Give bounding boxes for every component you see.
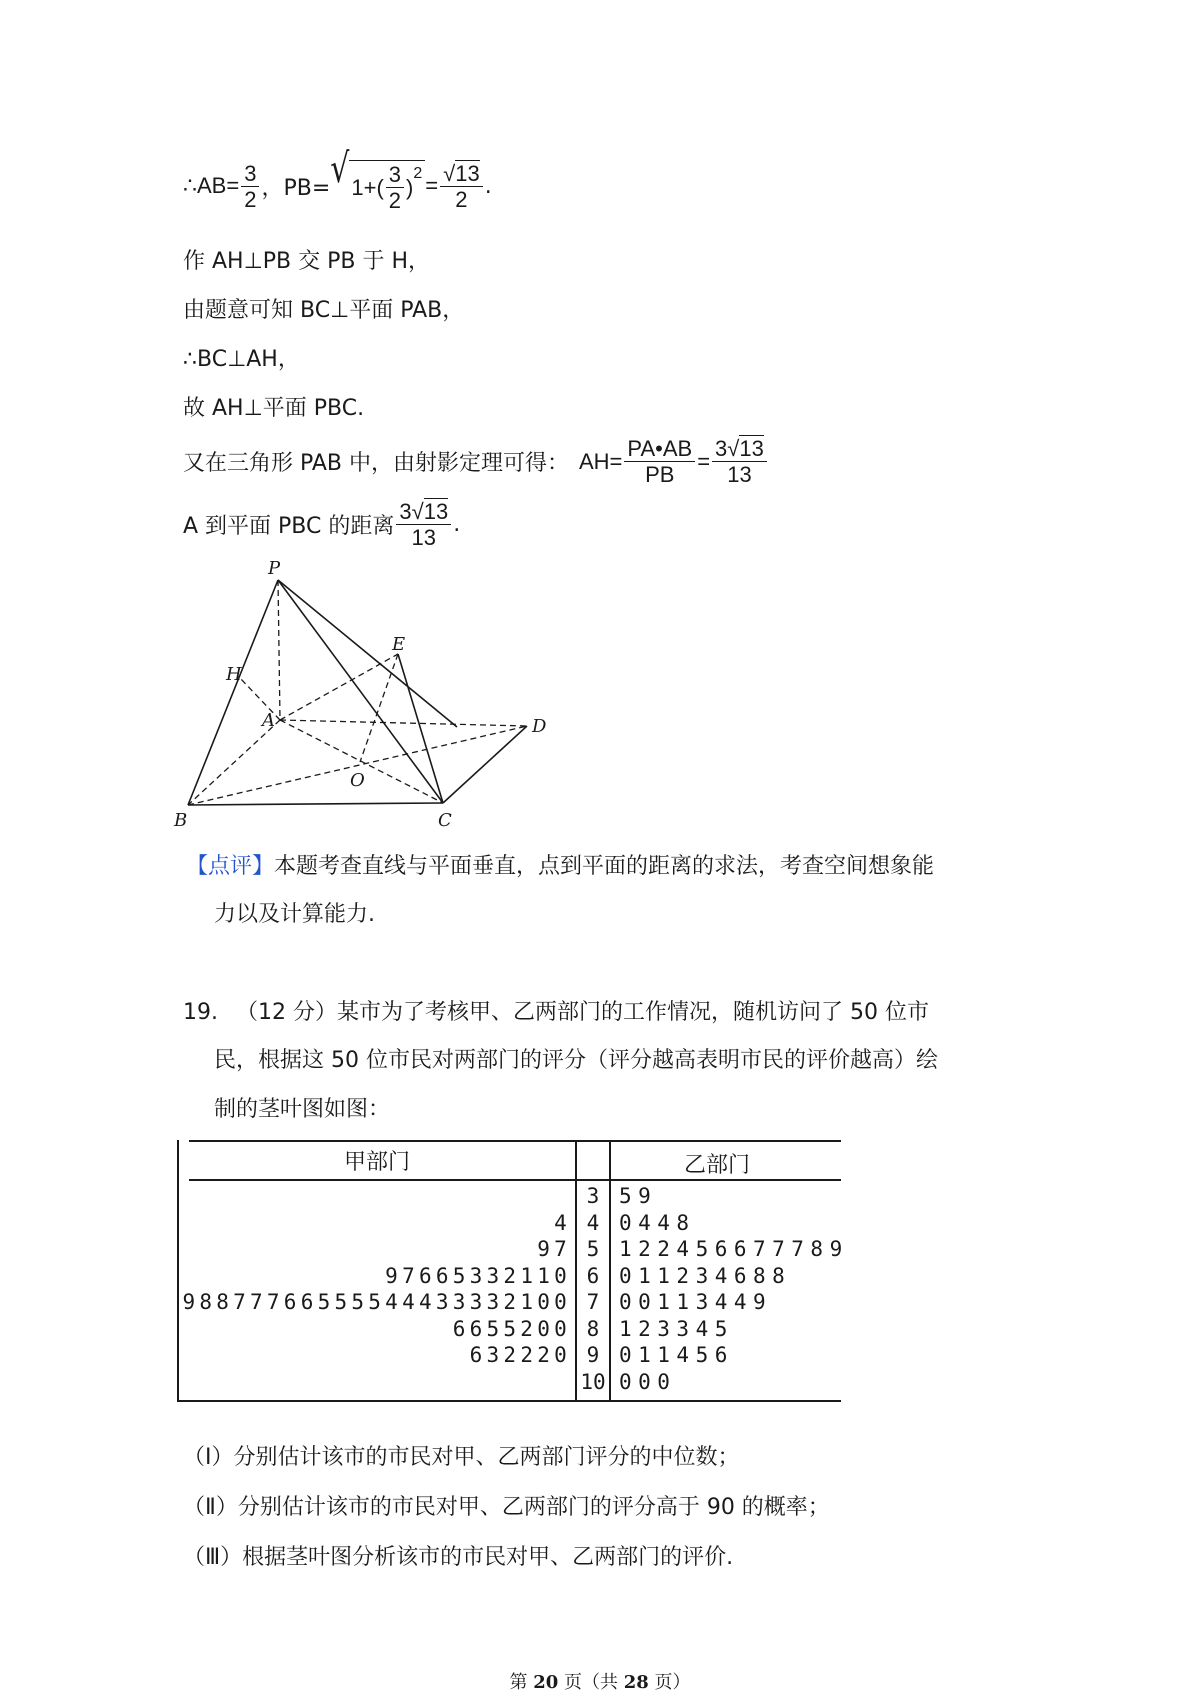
label-h: H <box>226 664 242 685</box>
footer-pre: 第 <box>509 1672 534 1693</box>
ah-result-denominator: 13 <box>727 462 752 488</box>
leaf-right-row: 011234688 <box>619 1263 792 1288</box>
solution-line-4: ∴BC⊥AH， <box>183 347 300 372</box>
line6-text: 又在三角形 PAB 中，由射影定理可得： <box>183 451 569 477</box>
footer-mid: 页（共 <box>558 1672 624 1693</box>
label-c: C <box>438 810 452 831</box>
solution-line-3: 由题意可知 BC⊥平面 PAB， <box>183 298 465 323</box>
leaf-left-row: 98877766555544433332100 <box>182 1290 571 1314</box>
leaf-right-row: 011456 <box>619 1343 734 1367</box>
leaf-right-row: 0448 <box>619 1210 696 1235</box>
stem-cell: 10 <box>580 1369 606 1394</box>
pb-result-numerator: √13 <box>440 162 483 187</box>
review-text-1: 本题考查直线与平面垂直，点到平面的距离的求法，考查空间想象能 <box>274 854 935 879</box>
leaf-left-row: 6655200 <box>452 1316 571 1341</box>
stem-cell: 8 <box>586 1316 600 1341</box>
stem-cell: 5 <box>586 1237 600 1261</box>
review-line-2: 力以及计算能力. <box>214 902 375 927</box>
leaf-left-row: 97 <box>537 1237 571 1261</box>
ah-result-numerator: 3√13 <box>712 437 767 462</box>
edge-eo <box>360 654 398 762</box>
ab-prefix: ∴AB= <box>183 173 240 199</box>
edge-cd <box>443 726 527 803</box>
edge-pa <box>278 580 280 720</box>
label-b: B <box>174 810 188 831</box>
edge-ae <box>280 654 398 720</box>
pb-inner-fraction <box>386 163 404 212</box>
header-jia: 甲部门 <box>343 1150 410 1175</box>
pb-inner-numerator: 3 <box>386 163 404 188</box>
pb-label: ，PB= <box>261 175 331 201</box>
solution-line-ab-pb <box>183 145 492 214</box>
radical-sign-icon: √ <box>330 145 350 193</box>
problem-number: 19. <box>183 1000 218 1025</box>
solution-line-6 <box>183 437 769 486</box>
ah-fraction <box>624 437 695 486</box>
distance-fraction <box>396 500 451 549</box>
solution-line-2: 作 AH⊥PB 交 PB 于 H， <box>183 249 430 274</box>
problem-19-text-1: （12 分）某市为了考核甲、乙两部门的工作情况，随机访问了 50 位市 <box>236 1000 929 1025</box>
pb-one-plus: 1+( <box>351 174 384 200</box>
distance-denominator: 13 <box>411 525 437 551</box>
ah-fraction-denominator: PB <box>645 462 675 488</box>
pb-sqrt <box>330 145 425 214</box>
question-1: （Ⅰ）分别估计该市的市民对甲、乙两部门评分的中位数； <box>183 1445 740 1470</box>
stem-cell: 7 <box>586 1290 600 1314</box>
label-a: A <box>262 710 275 731</box>
ah-result-fraction <box>712 437 767 486</box>
line7-text: A 到平面 PBC 的距离 <box>183 514 395 540</box>
leaf-right-row: 000 <box>619 1369 677 1394</box>
footer-total: 28 <box>623 1672 649 1693</box>
pb-result-denominator: 2 <box>455 186 468 212</box>
edge-pb <box>188 580 278 805</box>
solution-line-5: 故 AH⊥平面 PBC. <box>183 396 365 421</box>
label-o: O <box>350 770 365 791</box>
stem-cell: 3 <box>586 1184 600 1208</box>
leaf-left-row: 97665332110 <box>385 1263 571 1288</box>
review-tag: 【点评】 <box>186 854 275 879</box>
label-d: D <box>532 716 547 737</box>
edge-pd <box>278 580 457 727</box>
label-e: E <box>392 634 406 655</box>
edge-bd <box>188 726 527 805</box>
stem-leaf-plot <box>177 1140 849 1402</box>
stem-cell: 4 <box>586 1210 600 1235</box>
ah-lhs: AH= <box>579 448 623 474</box>
edge-ec <box>398 654 443 803</box>
header-yi: 乙部门 <box>683 1153 750 1178</box>
edge-ab <box>188 720 280 805</box>
ah-fraction-numerator: PA•AB <box>624 437 695 462</box>
stem-cell: 9 <box>586 1343 600 1367</box>
pb-equals: = <box>425 173 439 199</box>
stem-cell: 6 <box>586 1263 600 1288</box>
line1-period: . <box>484 173 492 199</box>
distance-numerator: 3√13 <box>396 500 451 525</box>
leaf-right-row: 122456677789 <box>619 1237 849 1261</box>
solution-line-7 <box>183 500 460 549</box>
leaf-left-row: 632220 <box>469 1343 571 1367</box>
edge-bc <box>188 803 443 805</box>
leaf-left-row: 4 <box>554 1210 571 1235</box>
footer-page: 20 <box>533 1672 559 1693</box>
edge-ad <box>280 720 527 726</box>
leaf-right-row: 123345 <box>619 1316 734 1341</box>
pb-inner-denominator: 2 <box>388 188 402 214</box>
ab-fraction-numerator: 3 <box>241 162 259 187</box>
label-p: P <box>268 560 281 579</box>
leaf-right-row: 59 <box>619 1184 658 1208</box>
review-line-1 <box>186 852 934 882</box>
ab-fraction-denominator: 2 <box>244 186 257 212</box>
question-2: （Ⅱ）分别估计该市的市民对甲、乙两部门的评分高于 90 的概率； <box>183 1495 830 1520</box>
footer-post: 页） <box>648 1672 691 1693</box>
line7-period: . <box>453 512 461 538</box>
ah-equals: = <box>697 448 711 474</box>
pb-close-paren: ) <box>406 174 414 200</box>
problem-19-line-1 <box>183 998 929 1028</box>
pb-exponent: 2 <box>413 164 423 182</box>
pb-result-fraction <box>440 162 483 211</box>
problem-19-line-2: 民，根据这 50 位市民对两部门的评分（评分越高表明市民的评价越高）绘 <box>214 1048 938 1073</box>
ab-fraction <box>241 162 259 211</box>
problem-19-line-3: 制的茎叶图如图： <box>214 1097 391 1122</box>
pyramid-figure <box>170 560 550 840</box>
question-3: （Ⅲ）根据茎叶图分析该市的市民对甲、乙两部门的评价. <box>183 1545 734 1570</box>
leaf-right-row: 00113449 <box>619 1290 773 1314</box>
page-footer <box>0 1668 1200 1694</box>
